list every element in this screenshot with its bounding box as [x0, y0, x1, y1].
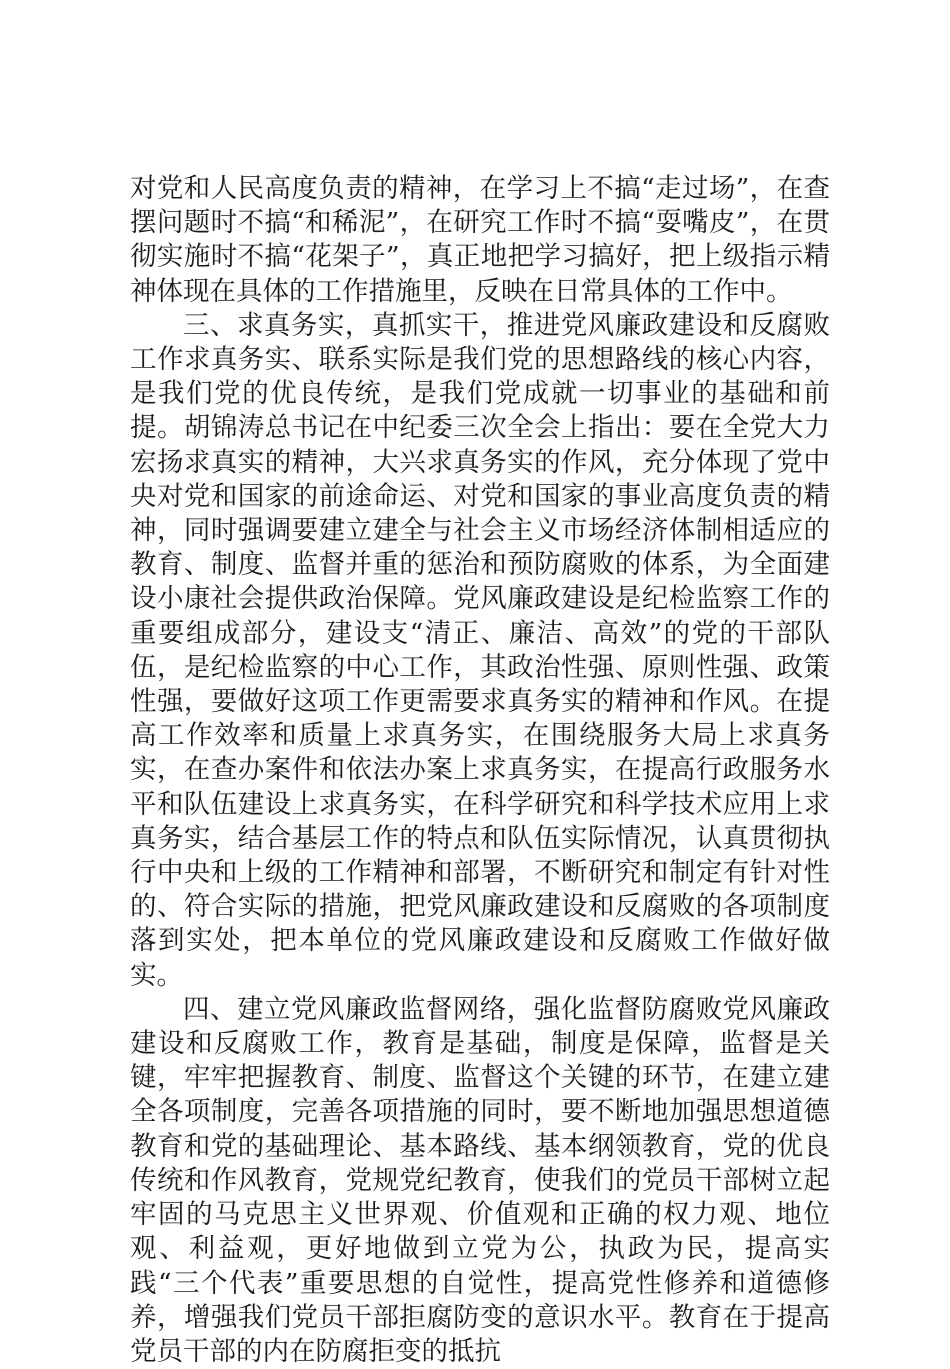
paragraph-section-three: 三、求真务实，真抓实干，推进党风廉政建设和反腐败工作求真务实、联系实际是我们党的思想路线的核心内容，是我们党的优良传统，是我们党成就一切事业的基础和前提。胡锦涛总书记在中纪委三次全会上指出：要在全党大力宏扬求真实的精神，大兴求真务实的作风，充分体现了党中央对党和国家的前途命运、对党和国家的事业高度负责的精神，同时强调要建立建全与社会主义市场经济体制相适应的教育、制度、监督并重的惩治和预防腐败的体系，为全面建设小康社会提供政治保障。党风廉政建设是纪检监察工作的重要组成部分，建设支“清正、廉洁、高效”的党的干部队伍，是纪检监察的中心工作，其政治性强、原则性强、政策性强，要做好这项工作更需要求真务实的精神和作风。在提高工作效率和质量上求真务实，在围绕服务大局上求真务实，在查办案件和依法办案上求真务实，在提高行政服务水平和队伍建设上求真务实，在科学研究和科学技术应用上求真务实，结合基层工作的特点和队伍实际情况，认真贯彻执行中央和上级的工作精神和部署，不断研究和制定有针对性的、符合实际的措施，把党风廉政建设和反腐败的各项制度落到实处，把本单位的党风廉政建设和反腐败工作做好做实。: [130, 309, 830, 991]
paragraph-section-four: 四、建立党风廉政监督网络，强化监督防腐败党风廉政建设和反腐败工作，教育是基础，制度是保障，监督是关键，牢牢把握教育、制度、监督这个关键的环节，在建立建全各项制度，完善各项措施的同时，要不断地加强思想道德教育和党的基础理论、基本路线、基本纲领教育，党的优良传统和作风教育，党规党纪教育，使我们的党员干部树立起牢固的马克思主义世界观、价值观和正确的权力观、地位观、利益观，更好地做到立党为公，执政为民，提高实践“三个代表”重要思想的自觉性，提高党性修养和道德修养，增强我们党员干部拒腐防变的意识水平。教育在于提高党员干部的内在防腐拒变的抵抗: [130, 993, 830, 1367]
document-body: [130, 172, 830, 1369]
paragraph-continuation: 对党和人民高度负责的精神，在学习上不搞“走过场”，在查摆问题时不搞“和稀泥”，在研究工作时不搞“耍嘴皮”，在贯彻实施时不搞“花架子”，真正地把学习搞好，把上级指示精神体现在具体的工作措施里，反映在日常具体的工作中。: [130, 173, 830, 307]
